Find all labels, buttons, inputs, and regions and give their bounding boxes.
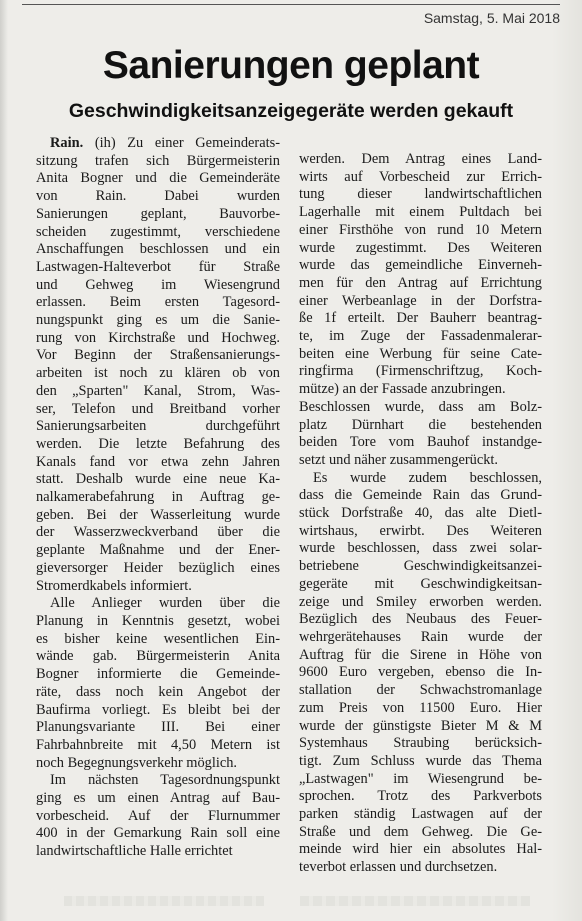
text-line: Auftrag für die Sirene in Höhe von [299, 646, 542, 663]
text-line: setzt und näher zusammengerückt. [299, 451, 498, 468]
text-line: den „Sparten" Kanal, Strom, Was- [36, 382, 280, 399]
text-line: meinde wird hier ein absolutes Hal- [299, 841, 542, 858]
text-line: Lagerhalle mit einem Pultdach bei [299, 204, 542, 221]
text-line: 400 in der Gemarkung Rain soll eine [36, 825, 280, 842]
article-headline: Sanierungen geplant [102, 44, 480, 87]
text-line: der Wasserzweckverband über die [36, 524, 280, 541]
text-line: wirts auf Vorbescheid zur Errich- [299, 168, 542, 185]
text-line: Fahrbahnbreite mit 4,50 Metern ist [36, 736, 280, 753]
text-line: Lastwagen-Halteverbot für Straße [36, 258, 280, 275]
text-line: Planung in Kenntnis gesetzt, wobei [36, 612, 280, 629]
text-line: „Lastwagen" im Wiesengrund be- [299, 770, 542, 787]
text-line: wurde der günstigste Bieter M & M [299, 717, 542, 734]
text-line: Anita Bogner und die Gemeinderäte [36, 170, 280, 187]
text-line: zum Preis von 11500 Euro. Hier [299, 699, 542, 716]
text-line: Anschaffungen beschlossen und ein [36, 241, 280, 258]
text-line: erlassen. Beim ersten Tagesord- [36, 294, 280, 311]
text-line: statt. Deshalb wurde eine neue Ka- [36, 471, 280, 488]
text-line: scheiden zugestimmt, verschiedene [36, 223, 280, 240]
text-line: wirtshaus, erwirbt. Des Weiteren [299, 522, 542, 539]
text-line: stallation der Schwachstromanlage [299, 682, 542, 699]
text-line: wurde beschlossen, dass zwei solar- [299, 540, 542, 557]
publication-date: Samstag, 5. Mai 2018 [423, 10, 560, 26]
text-line: ße 1f erteilt. Der Bauherr beantrag- [299, 310, 542, 327]
article-column-left [36, 135, 280, 861]
text-line: Vor Beginn der Straßensanierungs- [36, 347, 280, 364]
text-line: tung dieser landwirtschaftlichen [299, 186, 542, 203]
text-line: gieversorger Heider bezüglich eines [36, 559, 280, 576]
article-subheadline: Geschwindigkeitsanzeigegeräte werden gekauft [68, 100, 514, 122]
text-line: Planungsvariante III. Bei einer [36, 719, 280, 736]
text-line: räte, dass noch kein Angebot der [36, 683, 280, 700]
text-line: wehrgerätehauses Rain wurde der [299, 628, 542, 645]
text-line: von Rain. Dabei wurden [36, 188, 280, 205]
text-line: men für den Antrag auf Errichtung [299, 274, 542, 291]
scan-edge-right [552, 0, 582, 921]
text-line: ringfirma (Firmenschriftzug, Koch- [299, 363, 542, 380]
text-line: Systemhaus Straubing berücksich- [299, 735, 542, 752]
bleed-through-text [64, 896, 264, 906]
text-line: platz Dürnhart die bestehenden [299, 416, 542, 433]
text-line: teverbot erlassen und durchsetzen. [299, 859, 498, 876]
article-dateline: Rain. [50, 135, 84, 151]
header-rule [22, 4, 560, 5]
text-line: sitzung trafen sich Bürgermeisterin [36, 152, 280, 169]
text-line: zeige und Smiley erworben werden. [299, 593, 542, 610]
text-line: werden. Dem Antrag eines Land- [299, 151, 542, 167]
text-line: werden. Die letzte Befahrung des [36, 435, 280, 452]
text-line: Im nächsten Tagesordnungspunkt [50, 772, 280, 789]
text-line: ging es um einen Antrag auf Bau- [36, 790, 280, 807]
text-line: Bezüglich des Neubaus des Feuer- [299, 611, 542, 628]
text-line: Bogner informierte die Gemeinde- [36, 666, 280, 683]
text-line: und Gehweg im Wiesengrund [36, 276, 280, 293]
text-line: wurde das gemeindliche Einverneh- [299, 257, 542, 274]
text-line: nungspunkt ging es um die Sanie- [36, 312, 280, 329]
text-line: Baufirma vorliegt. Es bleibt bei der [36, 701, 280, 718]
text-line-content: (ih) Zu einer Gemeinderats- [83, 135, 280, 151]
text-line: Es wurde zudem beschlossen, [313, 469, 542, 486]
text-line: ser, Telefon und Breitband vorher [36, 400, 280, 417]
text-line: geplante Maßnahme und der Ener- [36, 542, 280, 559]
text-line: Stromerdkabels informiert. [36, 577, 192, 594]
text-line: parken ständig Lastwagen auf der [299, 806, 542, 823]
text-line: betriebene Geschwindigkeitsanzei- [299, 558, 542, 575]
text-line: wände gab. Bürgermeisterin Anita [36, 648, 280, 665]
bleed-through-text [300, 896, 530, 906]
text-line: dass die Gemeinde Rain das Grund- [299, 487, 542, 504]
text-line: mütze) an der Fassade anzubringen. [299, 381, 506, 398]
text-line: sprochen. Trotz des Parkverbots [299, 788, 542, 805]
text-line: geben. Bei der Wasserleitung wurde [36, 506, 280, 523]
text-line: gegeräte mit Geschwindigkeitsan- [299, 575, 542, 592]
article-column-right [299, 151, 542, 877]
text-line: wurde zugestimmt. Des Weiteren [299, 239, 542, 256]
text-line: Beschlossen wurde, dass am Bolz- [299, 398, 542, 415]
text-line: landwirtschaftliche Halle errichtet [36, 843, 233, 860]
text-line: tigt. Zum Schluss wurde das Thema [299, 752, 542, 769]
text-line: beiden Tore vom Bauhof instandge- [299, 434, 542, 451]
text-line: arbeiten ist noch zu klären ob von [36, 365, 280, 382]
text-line: einer Werbeanlage in der Dorfstra- [299, 292, 542, 309]
text-line: rung von Kirchstraße und Hochweg. [36, 329, 280, 346]
text-line [36, 135, 280, 153]
text-line: einer Firsthöhe von rund 10 Metern [299, 221, 542, 238]
text-line: Straße und dem Gehweg. Die Ge- [299, 823, 542, 840]
text-line: Sanierungsarbeiten durchgeführt [36, 418, 280, 435]
text-line: Alle Anlieger wurden über die [50, 595, 280, 612]
text-line: 9600 Euro vergeben, ebenso die In- [299, 664, 542, 681]
scan-edge-shadow [0, 0, 8, 921]
text-line: Sanierungen geplant, Bauvorbe- [36, 205, 280, 222]
text-line: Kanals fand vor etwa zehn Jahren [36, 453, 280, 470]
text-line: noch Begegnungsverkehr möglich. [36, 754, 238, 771]
text-line: stück Dorfstraße 40, das alte Dietl- [299, 505, 542, 522]
text-line: beiten eine Werbung für seine Cate- [299, 345, 542, 362]
text-line: nalkamerabefahrung in Auftrag ge- [36, 489, 280, 506]
text-line: te, im Zuge der Fassadenmalerar- [299, 328, 542, 345]
text-line: es bisher keine wesentlichen Ein- [36, 630, 280, 647]
text-line: vorbescheid. Auf der Flurnummer [36, 807, 280, 824]
